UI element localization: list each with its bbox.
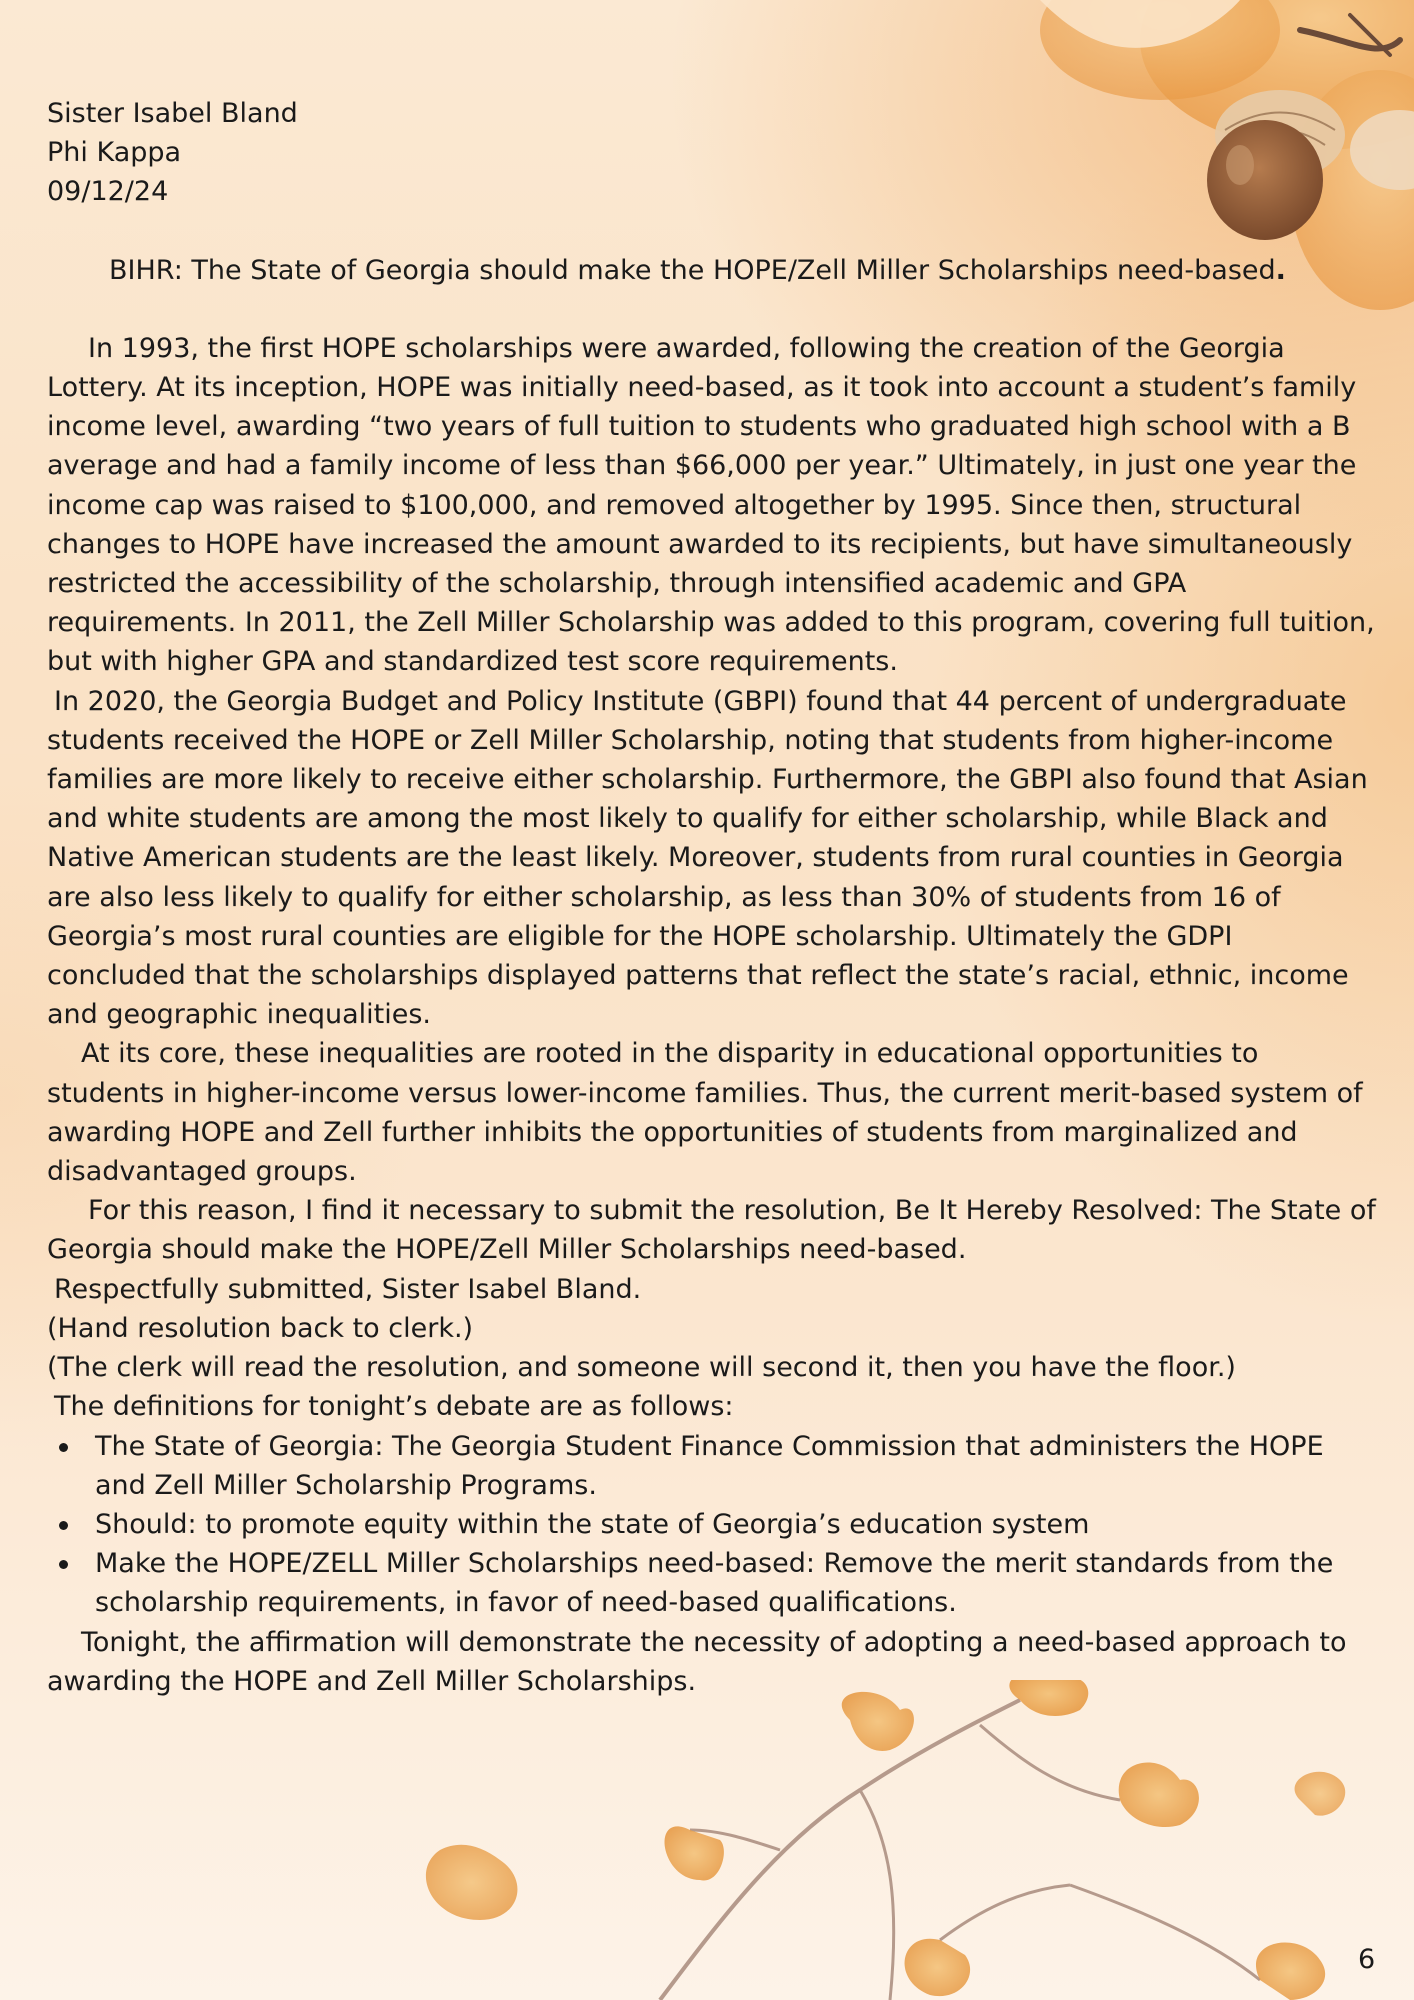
author-name: Sister Isabel Bland bbox=[47, 98, 298, 129]
stage-direction-clerk: (The clerk will read the resolution, and someone will second it, then you have the floor.) bbox=[47, 1352, 1236, 1384]
page-number: 6 bbox=[1358, 1944, 1376, 1975]
paragraph-resolution-submission: For this reason, I find it necessary to submit the resolution, Be It Hereby Resolved: The State of Georgia should make the HOPE/Zell Miller Scholarships need-based. bbox=[47, 1195, 1376, 1266]
resolution-title-end-mark: . bbox=[1275, 254, 1286, 286]
ginkgo-branch-bottom-decoration bbox=[420, 1680, 1414, 2000]
paragraph-closing: Tonight, the affirmation will demonstrate the necessity of adopting a need-based approach to awarding the HOPE and Zell Miller Scholarships. bbox=[47, 1626, 1347, 1697]
chapter-name: Phi Kappa bbox=[47, 137, 182, 169]
resolution-title bbox=[47, 251, 1377, 290]
resolution-title-text: BIHR: The State of Georgia should make the HOPE/Zell Miller Scholarships need-based bbox=[109, 254, 1276, 286]
paragraph-inequalities: At its core, these inequalities are rooted in the disparity in educational opportunities to students in higher-income versus lower-income families. Thus, the current merit-based system of awarding HOPE and Zell further inhibits the opportunities of students from marginalized and disadvantaged groups. bbox=[47, 1038, 1363, 1188]
paragraph-gbpi-findings: In 2020, the Georgia Budget and Policy Institute (GBPI) found that 44 percent of undergraduate students received the HOPE or Zell Miller Scholarship, noting that students from higher-income families are more likely to receive either scholarship. Furthermore, the GBPI also found that Asian and white students are among the most likely to qualify for either scholarship, while Black and Native American students are the least likely. Moreover, students from rural counties in Georgia are also less likely to qualify for either scholarship, as less than 30% of students from 16 of Georgia’s most rural counties are eligible for the HOPE scholarship. Ultimately the GDPI concluded that the scholarships displayed patterns that reflect the state’s racial, ethnic, income and geographic inequalities. bbox=[47, 685, 1368, 1031]
stage-direction-hand-back: (Hand resolution back to clerk.) bbox=[47, 1312, 474, 1344]
document-body bbox=[47, 94, 1377, 1701]
document-date: 09/12/24 bbox=[47, 176, 169, 208]
definitions-list bbox=[47, 1427, 1377, 1623]
definition-item: Make the HOPE/ZELL Miller Scholarships need-based: Remove the merit standards from the scholarship requirements, in favor of need-based qualifications. bbox=[95, 1544, 1377, 1622]
paragraph-respectfully-submitted: Respectfully submitted, Sister Isabel Bland. bbox=[54, 1273, 642, 1305]
definition-item: Should: to promote equity within the state of Georgia’s education system bbox=[95, 1505, 1377, 1544]
definition-item: The State of Georgia: The Georgia Student Finance Commission that administers the HOPE and Zell Miller Scholarship Programs. bbox=[95, 1427, 1377, 1505]
paragraph-history: In 1993, the first HOPE scholarships were awarded, following the creation of the Georgia Lottery. At its inception, HOPE was initially need-based, as it took into account a student’s family income level, awarding “two years of full tuition to students who graduated high school with a B average and had a family income of less than $66,000 per year.” Ultimately, in just one year the income cap was raised to $100,000, and removed altogether by 1995. Since then, structural changes to HOPE have increased the amount awarded to its recipients, but have simultaneously restricted the accessibility of the scholarship, through intensified academic and GPA requirements. In 2011, the Zell Miller Scholarship was added to this program, covering full tuition, but with higher GPA and standardized test score requirements. bbox=[47, 332, 1375, 678]
paragraph-definitions-intro: The definitions for tonight’s debate are as follows: bbox=[54, 1391, 734, 1423]
